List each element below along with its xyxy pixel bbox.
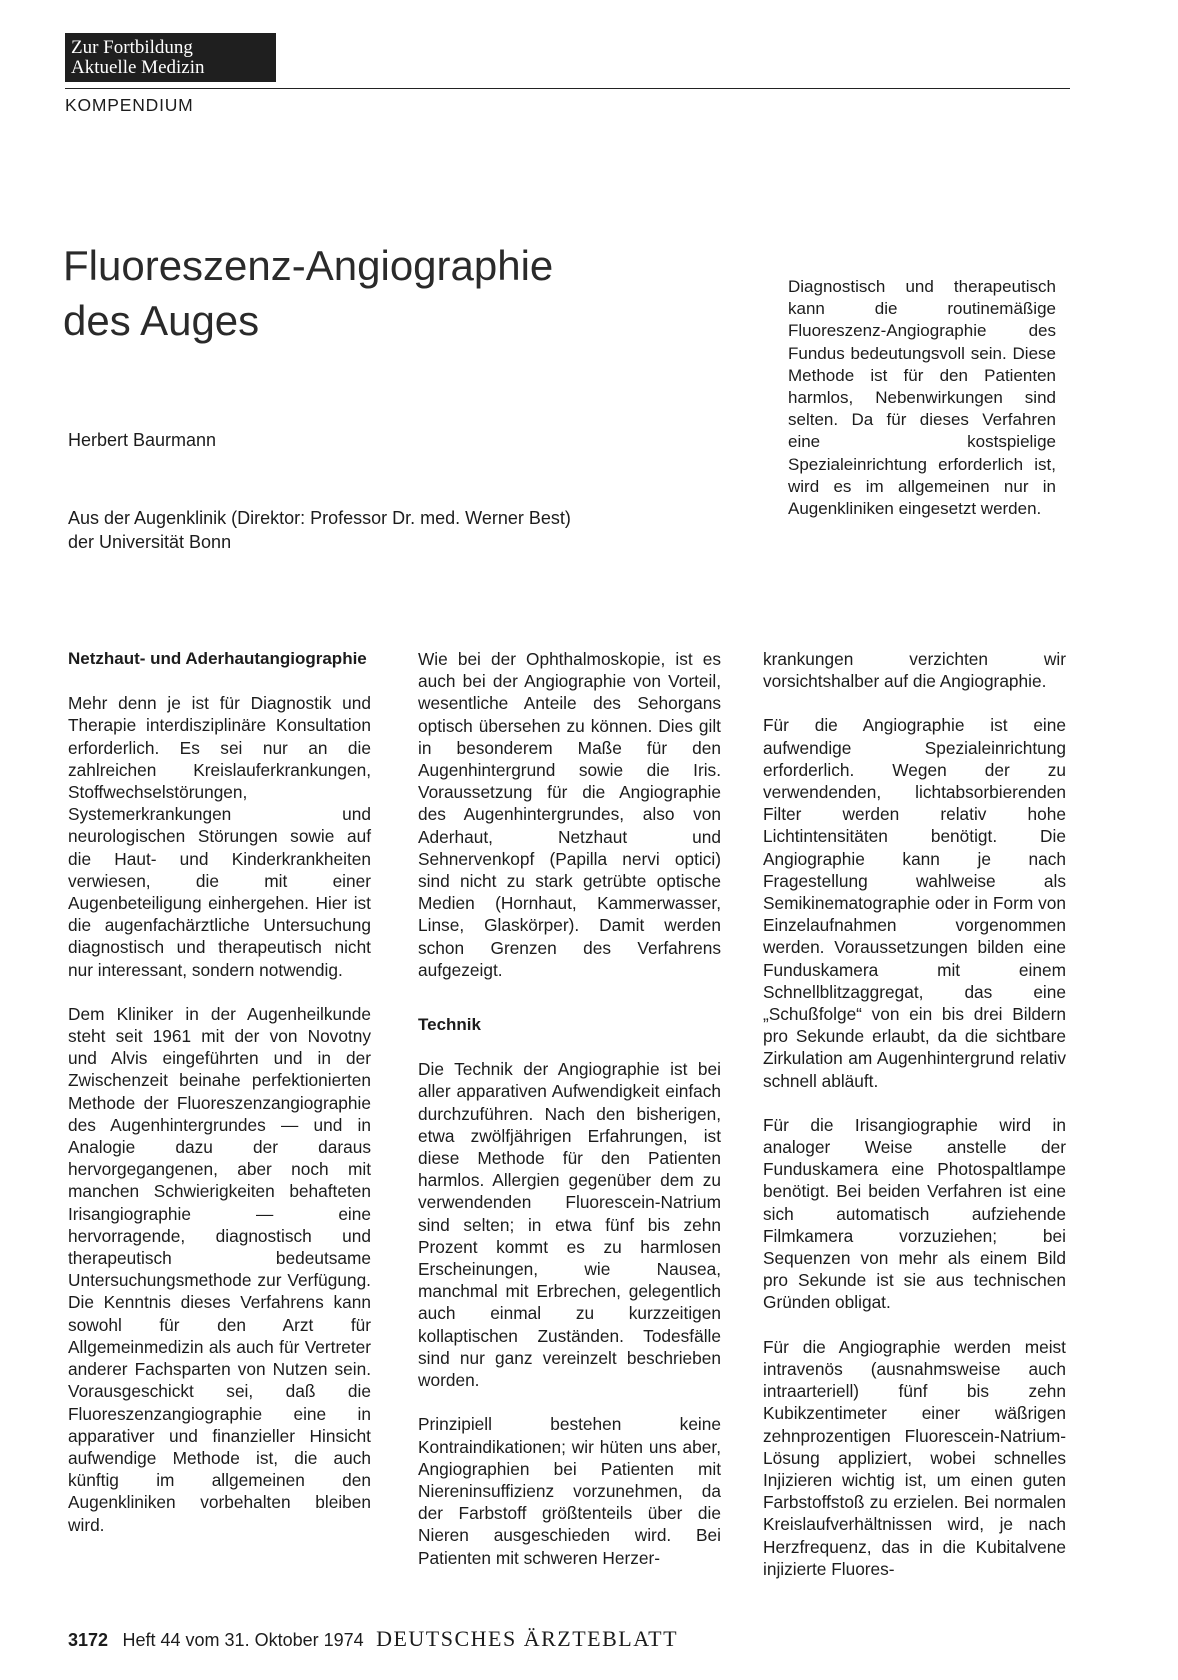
paragraph: Für die Angiographie ist eine aufwendige Spezialeinrichtung erforderlich. Wegen der zu verwendenden, lichtabsorbierenden Filter werden relativ hohe Lichtintensitäten benötigt. Die Angiographie kann je nach Fragestellung wahlweise als Semikinematographie oder in Form von Einzelaufnahmen vorgenommen werden. Voraussetzungen bilden eine Funduskamera mit einem Schnellblitzaggregat, das eine „Schußfolge“ von ein bis drei Bildern pro Sekunde erlaubt, da die sichtbare Zirkulation am Augenhintergrund relativ schnell abläuft. bbox=[763, 715, 1066, 1091]
badge-line-2: Aktuelle Medizin bbox=[71, 57, 205, 78]
header-rule bbox=[65, 88, 1070, 89]
paragraph: krankungen verzichten wir vorsichtshalber auf die Angiographie. bbox=[763, 649, 1066, 692]
journal-name: DEUTSCHES ÄRZTEBLATT bbox=[376, 1626, 679, 1651]
title-line-2: des Auges bbox=[63, 297, 260, 344]
column-1 bbox=[68, 648, 371, 1558]
affiliation-line-2: der Universität Bonn bbox=[68, 532, 232, 552]
section-heading-technik: Technik bbox=[418, 1015, 481, 1035]
abstract: Diagnostisch und therapeutisch kann die routinemäßige Fluoreszenz-Angiographie des Fundus bedeutungsvoll sein. Diese Methode ist für den Patienten harmlos, Nebenwirkungen sind selten. Da für dieses Verfahren eine kostspielige Spezialeinrichtung erforderlich ist, wird es im allgemeinen nur in Augenkliniken eingesetzt werden. bbox=[788, 277, 1056, 519]
title-line-1: Fluoreszenz-Angiographie bbox=[63, 242, 554, 289]
paragraph: Die Technik der Angiographie ist bei aller apparativen Aufwendigkeit einfach durchzuführen. Nach den bisherigen, etwa zwölfjährigen Erfahrungen, ist diese Methode für den Patienten harmlos. Allergien gegenüber dem zu verwendenden Fluorescein-Natrium sind selten; in etwa fünf bis zehn Prozent kommt es zu harmlosen Erscheinungen, wie Nausea, manchmal mit Erbrechen, gelegentlich auch einmal zu kurzzeitigen kollaptischen Zuständen. Todesfälle sind nur ganz vereinzelt beschrieben worden. bbox=[418, 1059, 721, 1391]
section-label: KOMPENDIUM bbox=[65, 95, 194, 115]
section-badge bbox=[65, 33, 276, 82]
affiliation-line-1: Aus der Augenklinik (Direktor: Professor Dr. med. Werner Best) bbox=[68, 508, 571, 528]
page-number: 3172 bbox=[68, 1630, 109, 1650]
paragraph: Mehr denn je ist für Diagnostik und Therapie interdisziplinäre Konsultation erforderlich. Es sei nur an die zahlreichen Kreislauferkrankungen, Stoffwechselstörungen, Systemerkrankungen und neurologischen Störungen sowie auf die Haut- und Kinderkrankheiten verwiesen, die mit einer Augenbeteiligung einhergehen. Hier ist die augenfachärztliche Untersuchung diagnostisch und therapeutisch nicht nur interessant, sondern notwendig. bbox=[68, 693, 371, 980]
paragraph: Für die Angiographie werden meist intravenös (ausnahmsweise auch intraarteriell) fünf bis zehn Kubikzentimeter einer wäßrigen zehnprozentigen Fluorescein-Natrium-Lösung appliziert, wobei schnelles Injizieren wichtig ist, um einen guten Farbstoffstoß zu erzielen. Bei normalen Kreislaufverhältnissen wird, je nach Herzfrequenz, das in die Kubitalvene injizierte Fluores- bbox=[763, 1336, 1066, 1579]
page-footer bbox=[68, 1626, 678, 1652]
column-2 bbox=[418, 648, 721, 1591]
paragraph: Für die Irisangiographie wird in analoger Weise anstelle der Funduskamera eine Photospaltlampe benötigt. Bei beiden Verfahren ist eine sich automatisch aufziehende Filmkamera vorzuziehen; bei Sequenzen von mehr als einem Bild pro Sekunde ist sie aus technischen Gründen obligat. bbox=[763, 1114, 1066, 1313]
affiliation bbox=[68, 506, 571, 554]
article-title bbox=[63, 238, 553, 348]
paragraph: Wie bei der Ophthalmoskopie, ist es auch bei der Angiographie von Vorteil, wesentliche Anteile des Sehorgans optisch übersehen zu können. Dies gilt in besonderem Maße für den Augenhintergrund sowie die Iris. Voraussetzung für die Angiographie des Augenhintergrundes, also von Aderhaut, Netzhaut und Sehnervenkopf (Papilla nervi optici) sind nicht zu stark getrübte optische Medien (Hornhaut, Kammerwasser, Linse, Glaskörper). Damit werden schon Grenzen des Verfahrens aufgezeigt. bbox=[418, 649, 721, 980]
issue-info: Heft 44 vom 31. Oktober 1974 bbox=[122, 1630, 364, 1650]
column-3 bbox=[763, 648, 1066, 1602]
badge-line-1: Zur Fortbildung bbox=[71, 37, 193, 58]
paragraph: Dem Kliniker in der Augenheilkunde steht seit 1961 mit der von Novotny und Alvis eingeführten und in der Zwischenzeit beinahe perfektionierten Methode der Fluoreszenzangiographie des Augenhintergrundes — und in Analogie dazu der daraus hervorgegangenen, aber noch mit manchen Schwierigkeiten behafteten Irisangiographie — eine hervorragende, diagnostisch und therapeutisch bedeutsame Untersuchungsmethode zur Verfügung. Die Kenntnis dieses Verfahrens kann sowohl für den Arzt für Allgemeinmedizin als auch für Vertreter anderer Fachsparten von Nutzen sein. Vorausgeschickt sei, daß die Fluoreszenzangiographie eine in apparativer und finanzieller Hinsicht aufwendige Methode ist, die auch künftig im allgemeinen den Augenkliniken vorbehalten bleiben wird. bbox=[68, 1003, 371, 1535]
paragraph: Prinzipiell bestehen keine Kontraindikationen; wir hüten uns aber, Angiographien bei Patienten mit Niereninsuffizienz vorzunehmen, da der Farbstoff größtenteils über die Nieren ausgeschieden wird. Bei Patienten mit schweren Herzer- bbox=[418, 1414, 721, 1568]
section-heading-netzhaut: Netzhaut- und Aderhautangiographie bbox=[68, 649, 367, 668]
author-name: Herbert Baurmann bbox=[68, 430, 217, 450]
